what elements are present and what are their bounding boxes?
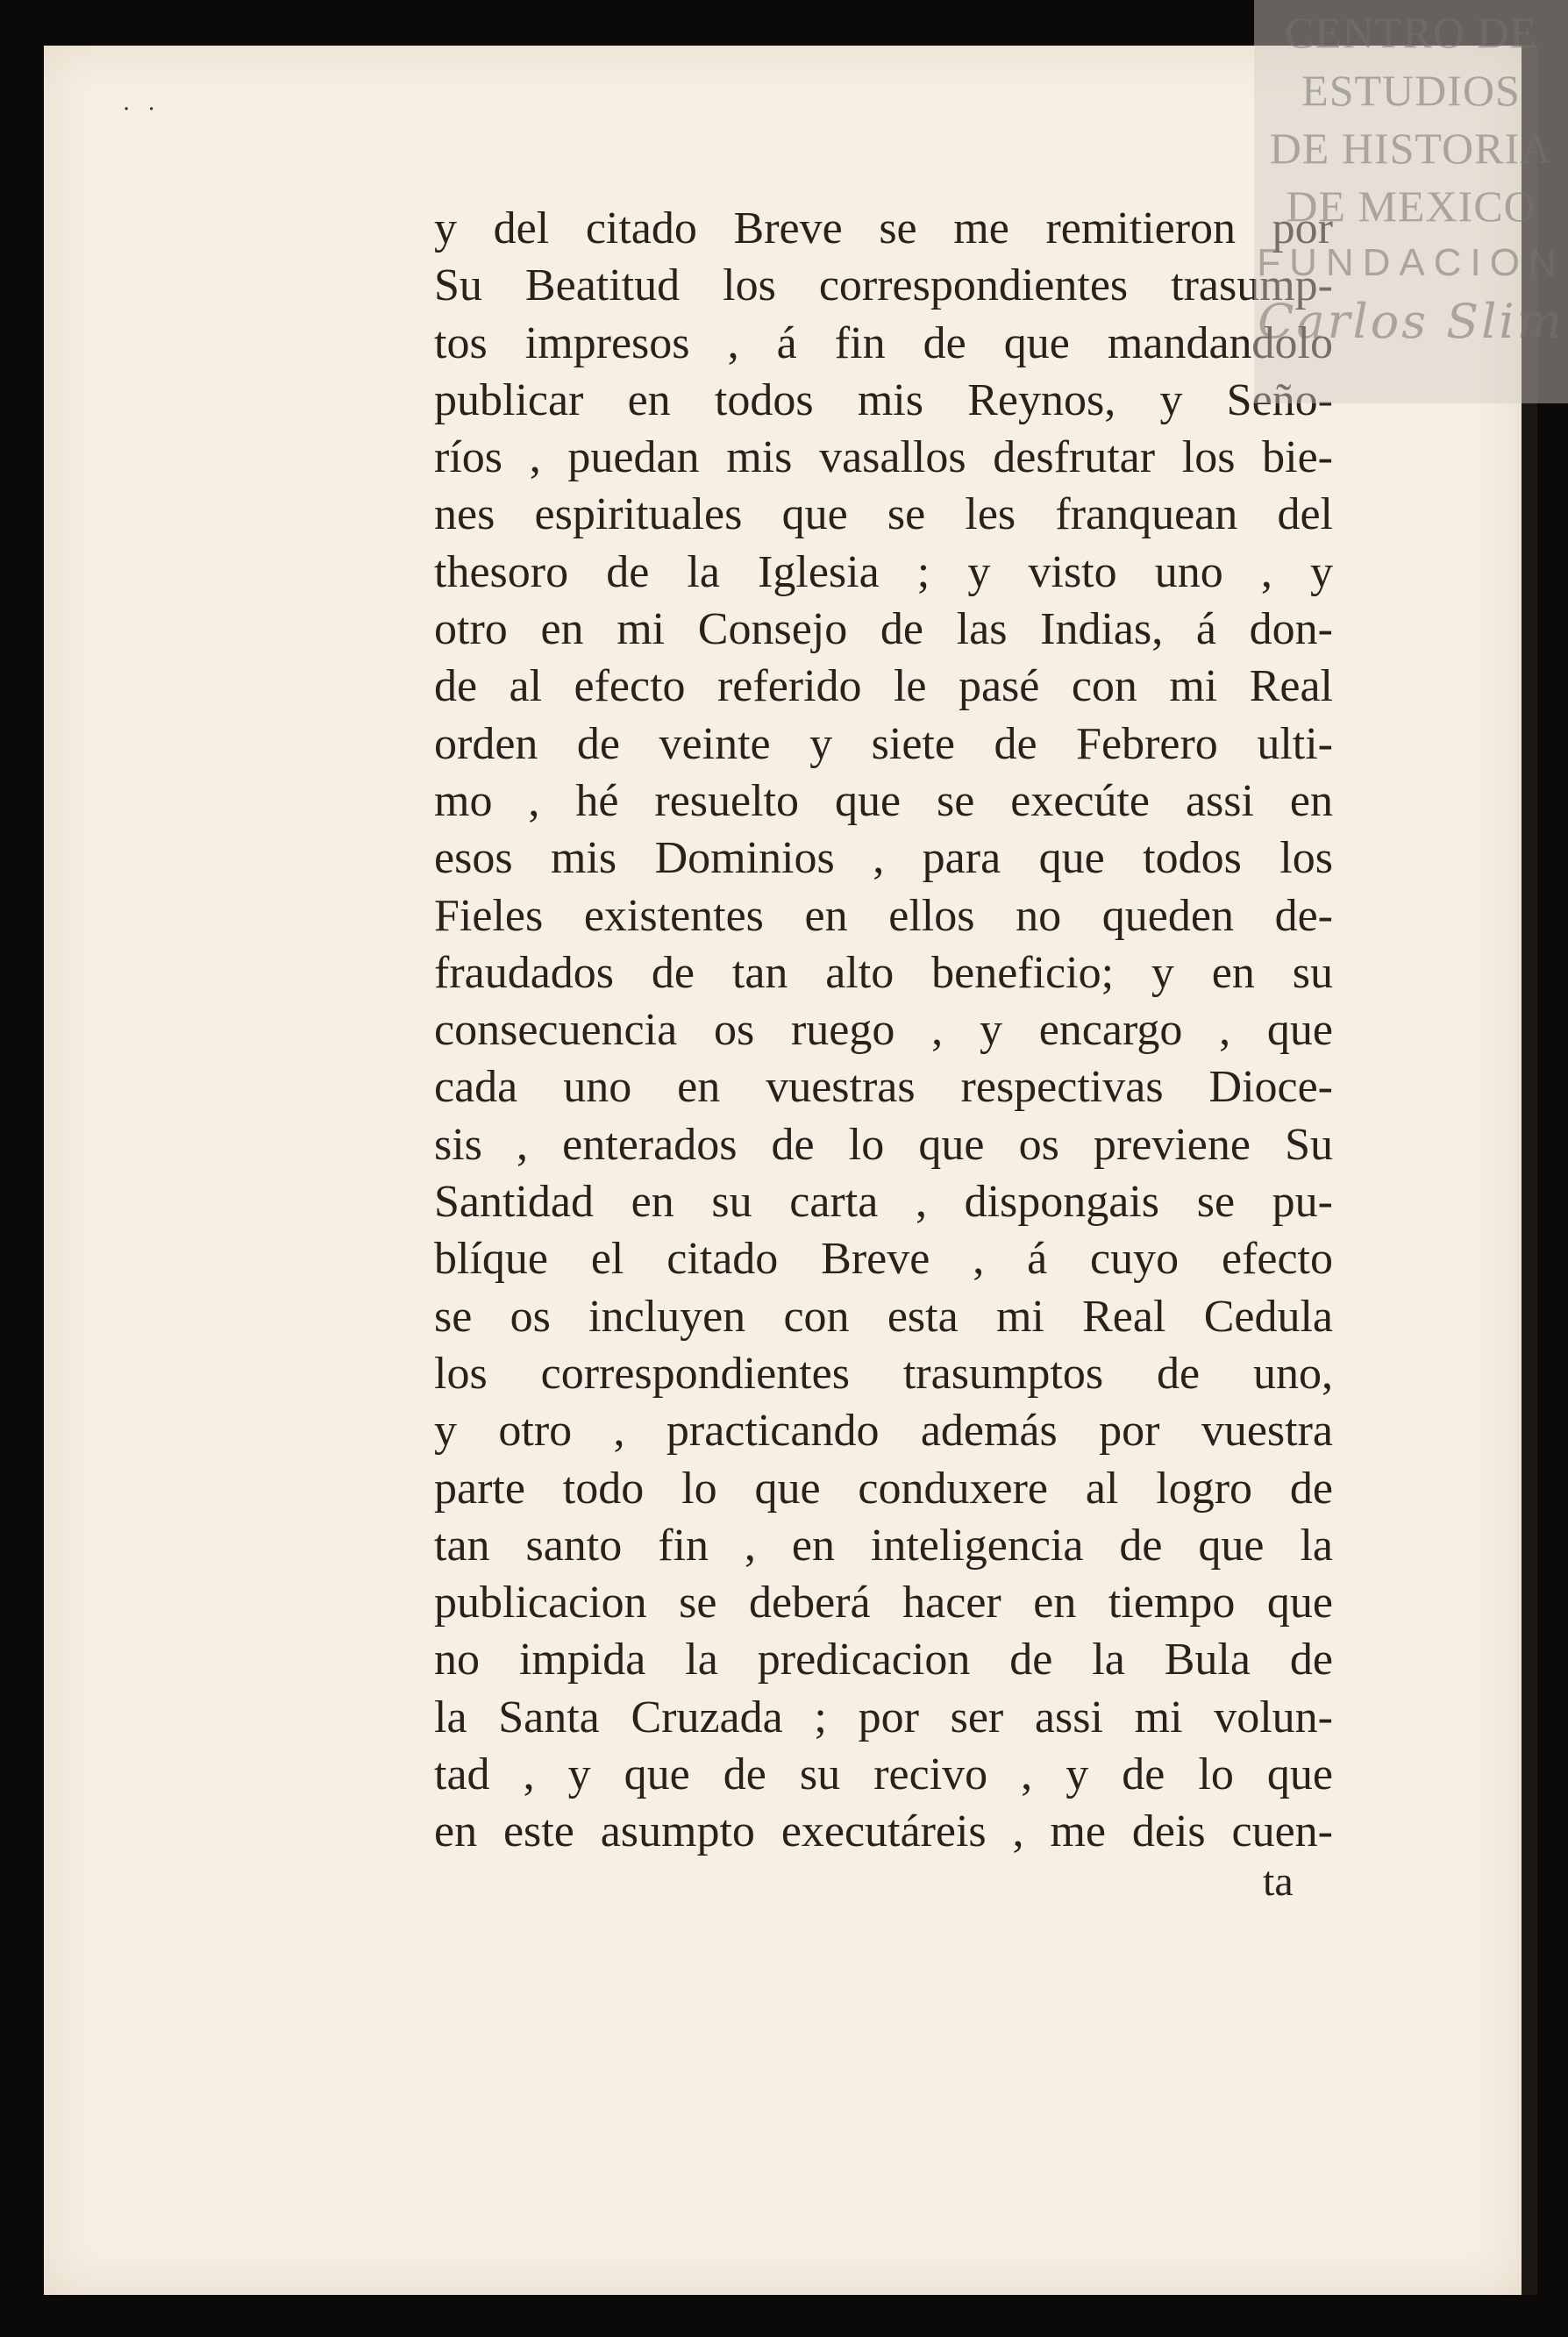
- text-line: Santidad en su carta , dispongais se pu-: [434, 1177, 1333, 1228]
- text-line: los correspondientes trasumptos de uno,: [434, 1348, 1333, 1399]
- text-line: se os incluyen con esta mi Real Cedula: [434, 1291, 1333, 1342]
- text-line: cada uno en vuestras respectivas Dioce-: [434, 1062, 1333, 1113]
- text-line: mo , hé resuelto que se execúte assi en: [434, 775, 1333, 826]
- text-line: thesoro de la Iglesia ; y visto uno , y: [434, 546, 1333, 597]
- text-line: tan santo fin , en inteligencia de que la: [434, 1520, 1333, 1571]
- text-line: ríos , puedan mis vasallos desfrutar los bie-: [434, 432, 1333, 483]
- text-line: parte todo lo que conduxere al logro de: [434, 1463, 1333, 1514]
- watermark-foundation: FUNDACION: [1257, 241, 1565, 284]
- text-line: y otro , practicando además por vuestra: [434, 1406, 1333, 1457]
- text-line: de al efecto referido le pasé con mi Real: [434, 661, 1333, 712]
- text-line: la Santa Cruzada ; por ser assi mi volun-: [434, 1692, 1333, 1742]
- catchword: ta: [1263, 1858, 1294, 1905]
- document-body-text: [434, 200, 1333, 1861]
- text-line: en este asumpto executáreis , me deis cuen-: [434, 1806, 1333, 1857]
- text-line: Su Beatitud los correspondientes trasump-: [434, 260, 1333, 311]
- text-line: orden de veinte y siete de Febrero ulti-: [434, 718, 1333, 769]
- text-line: esos mis Dominios , para que todos los: [434, 833, 1333, 884]
- text-line: blíque el citado Breve , á cuyo efecto: [434, 1234, 1333, 1285]
- text-line: nes espirituales que se les franquean del: [434, 489, 1333, 540]
- text-line: y del citado Breve se me remitieron por: [434, 203, 1333, 253]
- text-line: consecuencia os ruego , y encargo , que: [434, 1005, 1333, 1056]
- watermark-line: CENTRO DE: [1284, 8, 1538, 57]
- watermark-line: DE MEXICO: [1286, 182, 1536, 231]
- text-line: no impida la predicacion de la Bula de: [434, 1635, 1333, 1685]
- text-line: tad , y que de su recivo , y de lo que: [434, 1749, 1333, 1800]
- text-line: sis , enterados de lo que os previene Su: [434, 1119, 1333, 1170]
- text-line: otro en mi Consejo de las Indias, á don-: [434, 604, 1333, 655]
- archive-watermark: [1254, 0, 1568, 403]
- watermark-signature: Carlos Slim: [1258, 294, 1564, 349]
- text-line: publicar en todos mis Reynos, y Seño-: [434, 374, 1333, 425]
- watermark-line: DE HISTORIA: [1269, 124, 1553, 173]
- text-line: Fieles existentes en ellos no queden de-: [434, 890, 1333, 941]
- text-line: tos impresos , á fin de que mandandolo: [434, 317, 1333, 368]
- watermark-line: ESTUDIOS: [1301, 66, 1521, 115]
- text-line: fraudados de tan alto beneficio; y en su: [434, 947, 1333, 998]
- text-line: publicacion se deberá hacer en tiempo que: [434, 1578, 1333, 1628]
- ink-specks: · ·: [123, 96, 160, 123]
